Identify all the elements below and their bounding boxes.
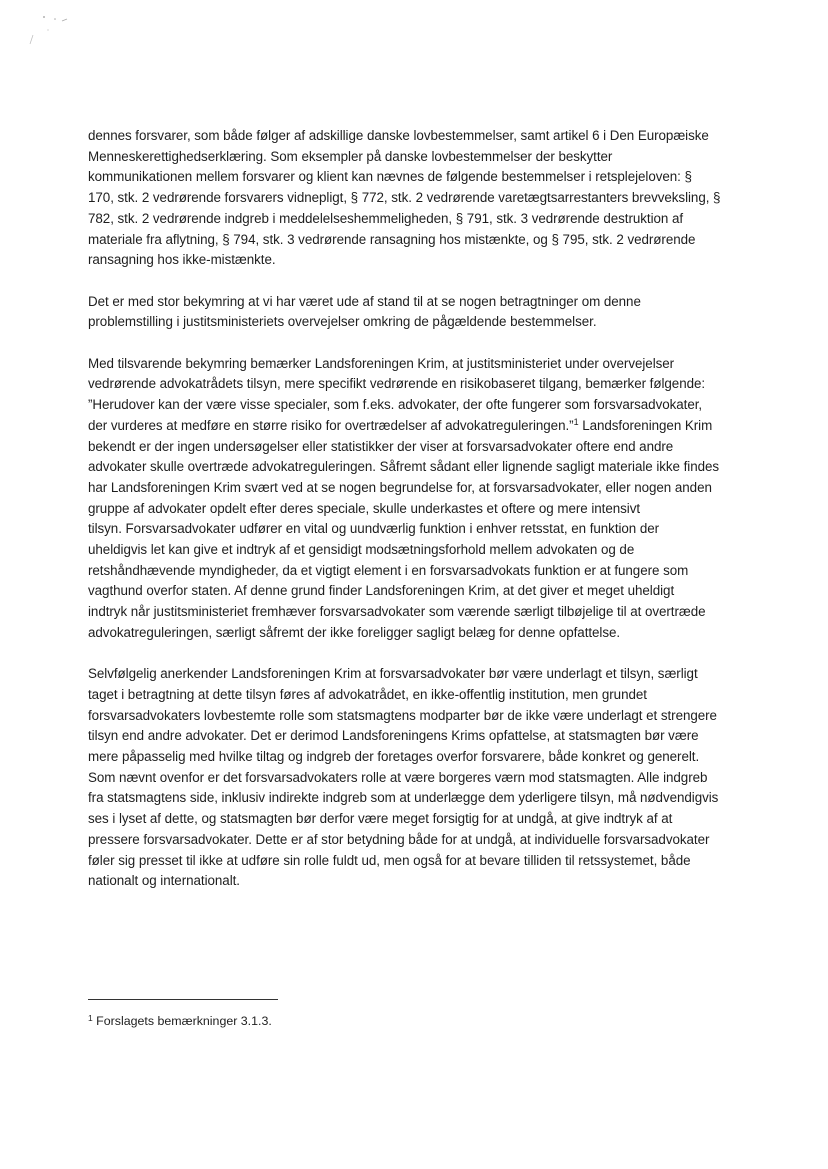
text-line: pressere forsvarsadvokater. Dette er af stor betydning både for at undgå, at individuelle forsvarsadvokater (88, 831, 710, 847)
quoted-text: der vurderes at medføre en større risiko for overtrædelser af advokatreguleringen.” (88, 417, 574, 433)
text-line: retshåndhævende myndigheder, da et vigtigt element i en forsvarsadvokats funktion er at fungere som (88, 562, 689, 578)
text-line: Menneskerettighedserklæring. Som eksempler på danske lovbestemmelser der beskytter (88, 148, 613, 164)
text-line: Selvfølgelig anerkender Landsforeningen Krim at forsvarsadvokater bør være underlagt et tilsyn, særligt (88, 666, 698, 682)
text-line: nationalt og internationalt. (88, 873, 240, 889)
line-tail-text: Landsforeningen Krim (578, 417, 713, 433)
text-line: mere påpasselig med hvilke tiltag og indgreb der foretages overfor forsvarere, både konkret og generelt. (88, 749, 700, 765)
paragraph-2 (88, 292, 738, 333)
body-text (88, 126, 738, 913)
text-line: Som nævnt ovenfor er det forsvarsadvokaters rolle at være borgeres værn mod statsmagten. Alle indgreb (88, 769, 708, 785)
text-line: Med tilsvarende bekymring bemærker Landsforeningen Krim, at justitsministeriet under overvejelser (88, 355, 675, 371)
footnote-text: Forslagets bemærkninger 3.1.3. (92, 1014, 272, 1028)
footnote (88, 1013, 272, 1029)
text-line: tilsyn. Forsvarsadvokater udfører en vital og uundværlig funktion i enhver retsstat, en funktion der (88, 521, 660, 537)
text-line: vagthund overfor staten. Af denne grund finder Landsforeningen Krim, at det giver et meget uheldigt (88, 583, 675, 599)
text-line: materiale fra aflytning, § 794, stk. 3 vedrørende ransagning hos mistænkte, og § 795, stk. 2 vedrørende (88, 231, 696, 247)
scan-artifact-icon (18, 10, 78, 50)
paragraph-1 (88, 126, 738, 271)
text-line: kommunikationen mellem forsvarer og klient kan nævnes de følgende bestemmelser i retsplejeloven: § (88, 169, 692, 185)
text-line-with-footnote (88, 416, 738, 437)
text-line: 782, stk. 2 vedrørende indgreb i meddelelseshemmeligheden, § 791, stk. 3 vedrørende destruktion af (88, 210, 684, 226)
footnote-separator (88, 999, 278, 1000)
text-line: tilsyn end andre advokater. Det er derimod Landsforeningens Krims opfattelse, at statsmagten bør være (88, 728, 699, 744)
text-line: ses i lyset af dette, og statsmagten bør derfor være meget forsigtig for at undgå, at give indtryk af at (88, 811, 673, 827)
text-line: bekendt er der ingen undersøgelser eller statistikker der viser at forsvarsadvokater oftere end andre (88, 438, 674, 454)
text-line: føler sig presset til ikke at udføre sin rolle fuldt ud, men også for at bevare tilliden til retssystemet, både (88, 852, 691, 868)
text-line: indtryk når justitsministeriet fremhæver forsvarsadvokater som værende særligt tilbøjelige til at overtræde (88, 604, 706, 620)
text-line: problemstilling i justitsministeriets overvejelser omkring de pågældende bestemmelser. (88, 314, 597, 330)
text-line: advokatreguleringen, særligt såfremt der ikke foreligger sagligt belæg for denne opfattelse. (88, 624, 621, 640)
text-line: advokater skulle overtræde advokatreguleringen. Såfremt sådant eller lignende sagligt materiale ikke findes (88, 459, 720, 475)
text-line: gruppe af advokater opdelt efter deres speciale, skulle underkastes et oftere og mere intensivt (88, 500, 641, 516)
footnote-number: 1 (88, 1013, 93, 1023)
text-line: ”Herudover kan der være visse specialer, som f.eks. advokater, der ofte fungerer som forsvarsadvokater, (88, 397, 703, 413)
text-line: uheldigvis let kan give et indtryk af et gensidigt modsætningsforhold mellem advokaten og de (88, 542, 635, 558)
text-line: fra statsmagtens side, inklusiv indirekte indgreb som at underlægge dem yderligere tilsyn, må nødvendigvis (88, 790, 719, 806)
paragraph-3 (88, 354, 738, 644)
footnote-reference[interactable]: 1 (573, 416, 579, 427)
text-line: har Landsforeningen Krim svært ved at se nogen begrundelse for, at forsvarsadvokater, eller nogen anden (88, 479, 712, 495)
text-line: 170, stk. 2 vedrørende forsvarers vidnepligt, § 772, stk. 2 vedrørende varetægtsarrestanters brevveksling, § (88, 190, 721, 206)
text-line: vedrørende advokatrådets tilsyn, mere specifikt vedrørende en risikobaseret tilgang, bemærker følgende: (88, 376, 706, 392)
text-line: Det er med stor bekymring at vi har været ude af stand til at se nogen betragtninger om denne (88, 293, 641, 309)
text-line: taget i betragtning at dette tilsyn føres af advokatrådet, en ikke-offentlig institution, men grundet (88, 686, 647, 702)
text-line: forsvarsadvokaters lovbestemte rolle som statsmagtens modparter bør de ikke være underlagt et strengere (88, 707, 717, 723)
text-line: ransagning hos ikke-mistænkte. (88, 252, 276, 268)
paragraph-4 (88, 664, 738, 892)
text-line: dennes forsvarer, som både følger af adskillige danske lovbestemmelser, samt artikel 6 i Den Europæiske (88, 128, 709, 143)
